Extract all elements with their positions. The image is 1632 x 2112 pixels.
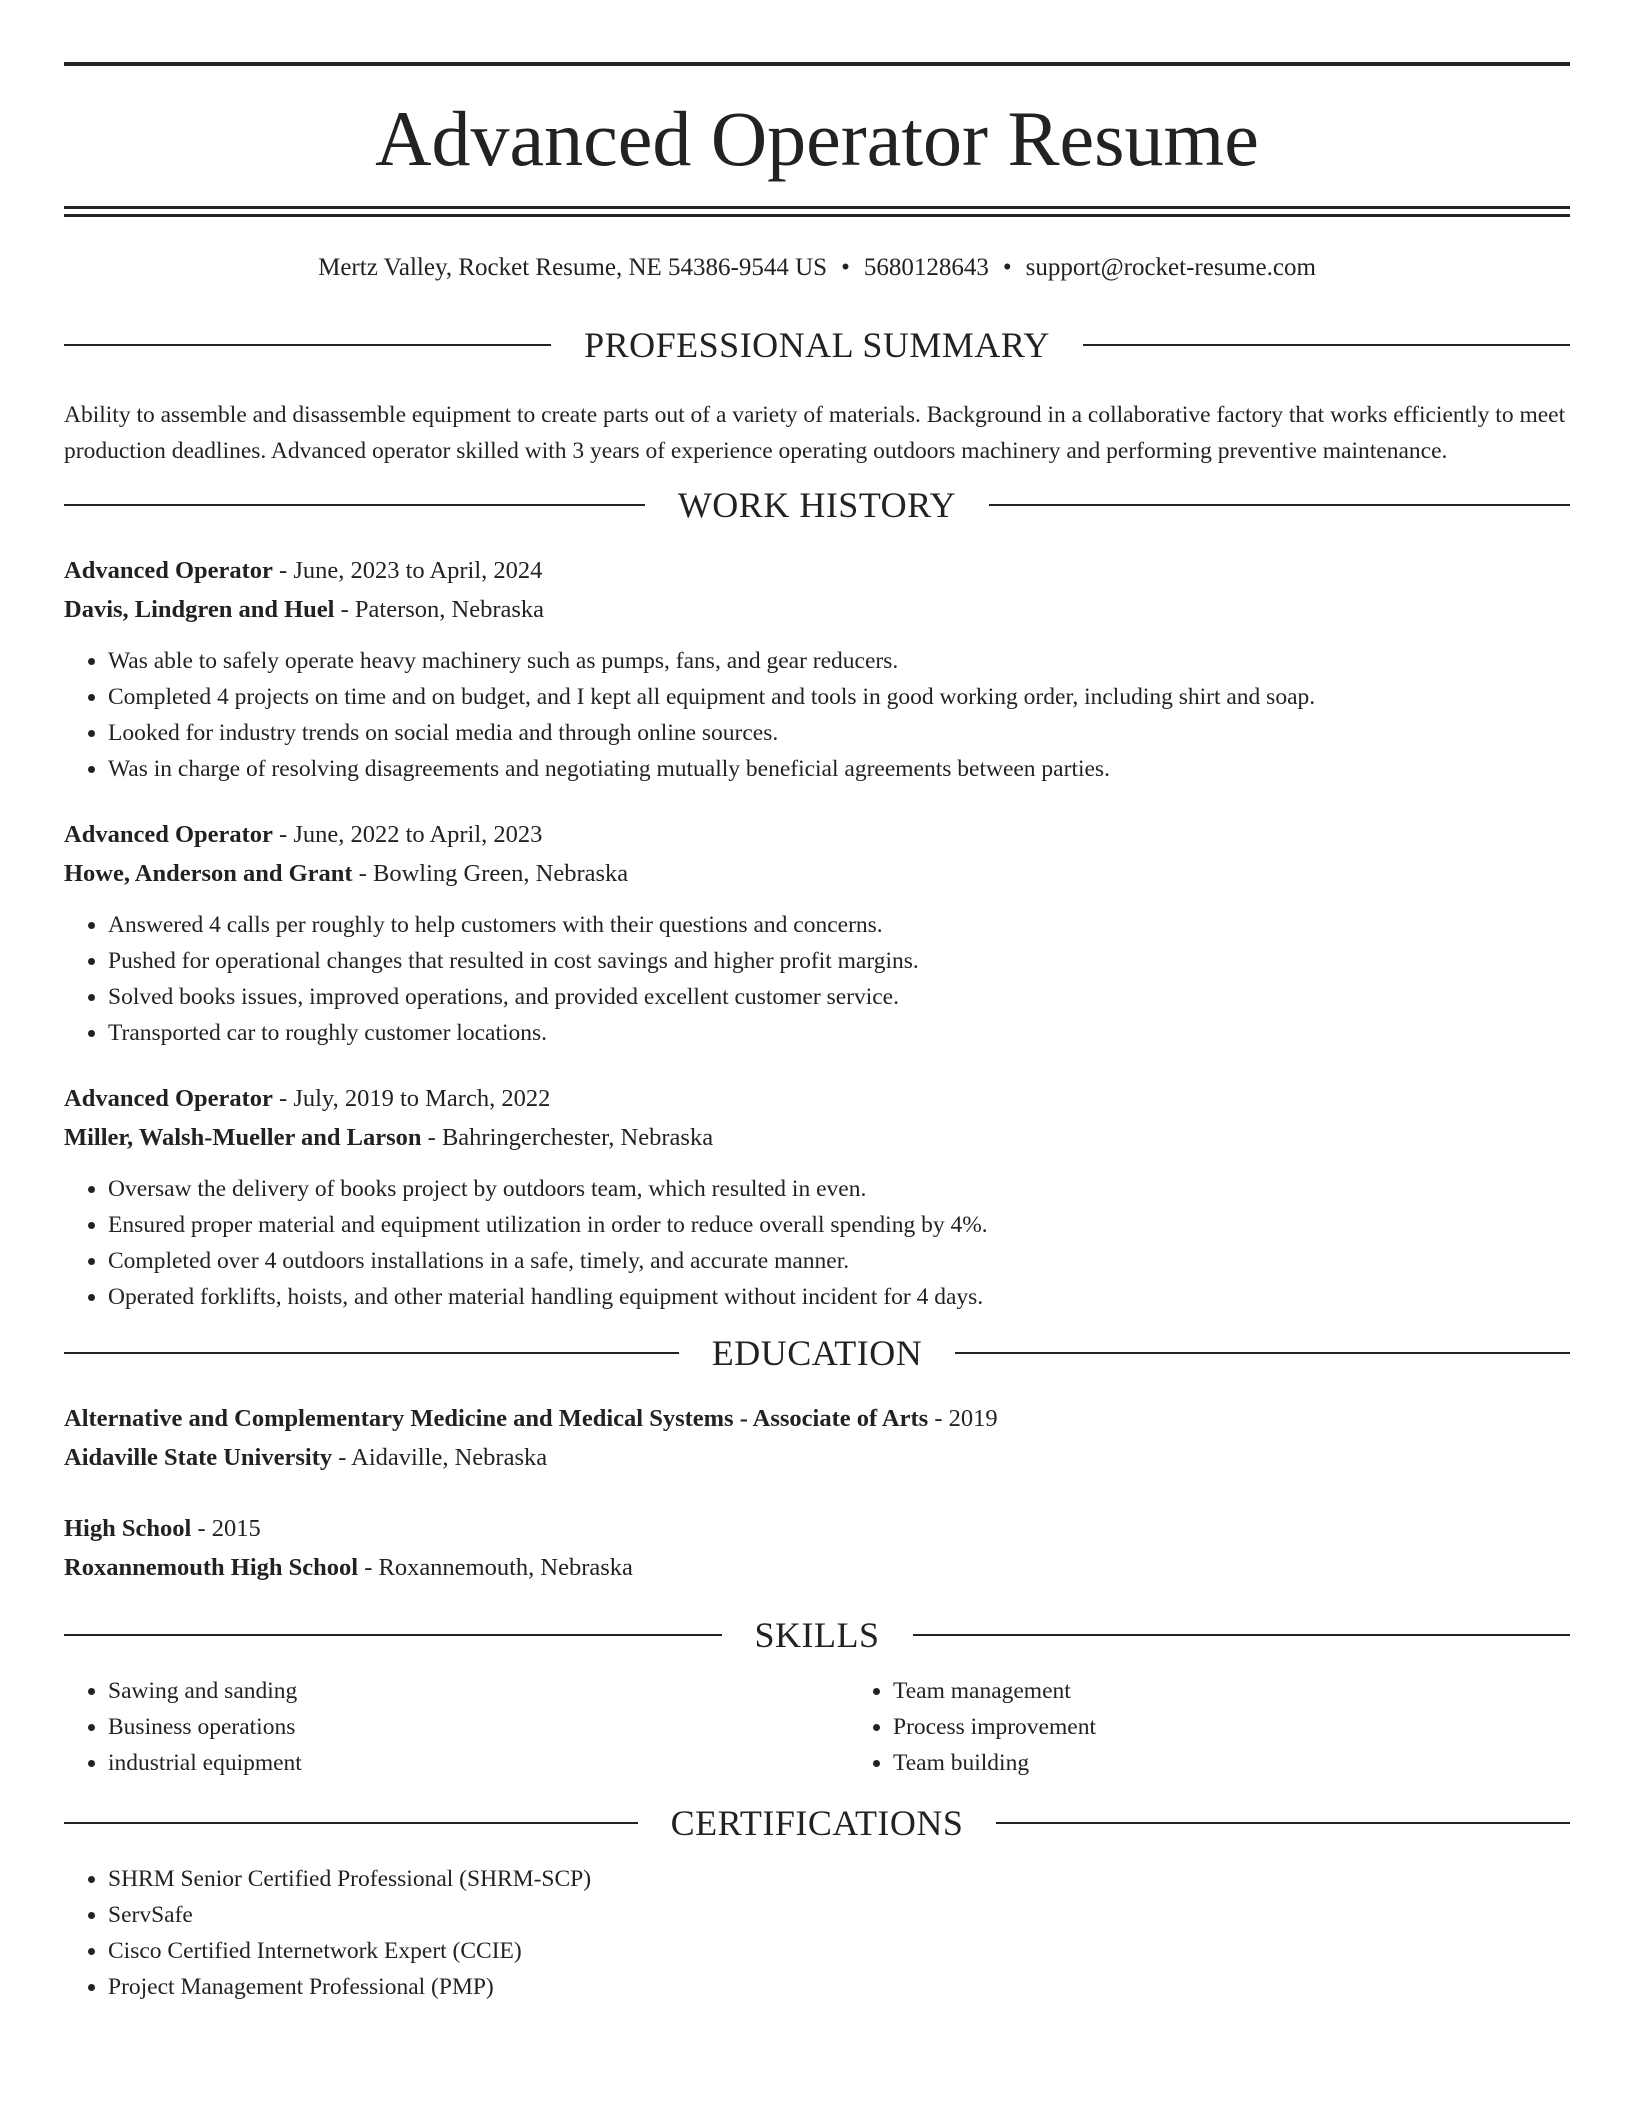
section-title-certifications: CERTIFICATIONS [670,1803,964,1843]
job-bullet: • Ensured proper material and equipment utilization in order to reduce overall spending by 4%. [108,1207,1570,1243]
job-dates: - June, 2023 to April, 2024 [272,557,543,584]
job-location: - Paterson, Nebraska [334,596,545,623]
job-location: - Bowling Green, Nebraska [352,860,629,887]
education-year: - 2015 [191,1515,261,1542]
education-location: - Aidaville, Nebraska [332,1444,548,1471]
heading-rule [64,1634,722,1636]
heading-rule [913,1634,1571,1636]
certification-item: • ServSafe [108,1897,1570,1933]
job-title: Advanced Operator [64,557,273,584]
job-bullet: • Was in charge of resolving disagreements and negotiating mutually beneficial agreements between parties. [108,751,1570,787]
heading-rule [64,1822,638,1824]
education-school-line [64,1438,1570,1477]
section-title-summary: PROFESSIONAL SUMMARY [584,325,1050,365]
certifications-list [64,1861,1570,2005]
heading-rule [64,344,551,346]
skill-item: • Team building [893,1745,1096,1781]
section-heading-certifications [64,1805,1570,1841]
section-title-education: EDUCATION [711,1333,923,1373]
header-double-rule [64,206,1570,217]
skills-grid [64,1673,1570,1781]
education-school-line [64,1548,1570,1587]
contact-separator: • [1002,254,1012,281]
job-dates: - July, 2019 to March, 2022 [272,1085,551,1112]
job-company-line [64,854,1570,893]
job-bullets [64,643,1570,787]
certifications [64,1861,1570,2005]
skills-list-left [64,1673,849,1781]
job-bullet: • Solved books issues, improved operations, and provided excellent customer service. [108,979,1570,1015]
certification-item: • Project Management Professional (PMP) [108,1969,1570,2005]
job-bullet: • Pushed for operational changes that resulted in cost savings and higher profit margins. [108,943,1570,979]
job-bullet: • Completed over 4 outdoors installations in a safe, timely, and accurate manner. [108,1243,1570,1279]
contact-separator: • [841,254,850,281]
job-dates: - June, 2022 to April, 2023 [272,821,543,848]
job-bullet: • Completed 4 projects on time and on budget, and I kept all equipment and tools in good working order, including shirt and soap. [108,679,1570,715]
section-heading-skills [64,1617,1570,1653]
job-bullet: • Looked for industry trends on social media and through online sources. [108,715,1570,751]
education-degree-line [64,1509,1570,1548]
job-company-line [64,1118,1570,1157]
education-degree: Alternative and Complementary Medicine and Medical Systems - Associate of Arts [64,1405,929,1432]
job-company-line [64,590,1570,629]
education-school: Aidaville State University [64,1444,333,1471]
job-bullet: • Operated forklifts, hoists, and other material handling equipment without incident for 4 days. [108,1279,1570,1315]
certification-item: • Cisco Certified Internetwork Expert (CCIE) [108,1933,1570,1969]
summary-text: Ability to assemble and disassemble equipment to create parts out of a variety of materials. Background in a collaborative factory that works efficiently to meet production deadlines. Advanced operator skilled with 3 years of experience operating outdoors machinery and performing preventive maintenance. [64,402,1566,464]
heading-rule [64,1352,679,1354]
job-company: Davis, Lindgren and Huel [64,596,335,623]
job-title: Advanced Operator [64,821,273,848]
job-entry [64,815,1570,1051]
job-location: - Bahringerchester, Nebraska [421,1124,714,1151]
heading-rule [996,1822,1570,1824]
section-title-work-history: WORK HISTORY [677,485,957,525]
job-bullets [64,907,1570,1051]
job-bullet: • Transported car to roughly customer locations. [108,1015,1570,1051]
heading-rule [989,504,1570,506]
job-entry [64,1079,1570,1315]
heading-rule [64,504,645,506]
section-heading-education [64,1335,1570,1371]
skill-item: • Business operations [108,1709,849,1745]
education-entry [64,1399,1570,1477]
skill-item: • industrial equipment [108,1745,849,1781]
job-bullet: • Was able to safely operate heavy machinery such as pumps, fans, and gear reducers. [108,643,1570,679]
heading-rule [955,1352,1570,1354]
skill-item: • Process improvement [893,1709,1096,1745]
contact-line [64,253,1570,283]
education-school: Roxannemouth High School [64,1554,359,1581]
section-heading-summary [64,327,1570,363]
education-entry [64,1509,1570,1587]
education-degree: High School [64,1515,192,1542]
section-title-skills: SKILLS [754,1615,880,1655]
job-entry [64,551,1570,787]
education-location: - Roxannemouth, Nebraska [358,1554,633,1581]
job-bullet: • Answered 4 calls per roughly to help customers with their questions and concerns. [108,907,1570,943]
contact-email: support@rocket-resume.com [1025,254,1316,281]
skill-item: • Team management [893,1673,1096,1709]
education-degree-line [64,1399,1570,1438]
skill-item: • Sawing and sanding [108,1673,849,1709]
job-bullet: • Oversaw the delivery of books project by outdoors team, which resulted in even. [108,1171,1570,1207]
job-bullets [64,1171,1570,1315]
job-title-line [64,551,1570,590]
education-year: - 2019 [928,1405,998,1432]
skills-list-right [849,1673,1096,1781]
job-title-line [64,815,1570,854]
page-title: Advanced Operator Resume [375,95,1259,182]
job-title: Advanced Operator [64,1085,273,1112]
job-title-line [64,1079,1570,1118]
section-heading-work-history [64,487,1570,523]
job-company: Howe, Anderson and Grant [64,860,353,887]
certification-item: • SHRM Senior Certified Professional (SHRM-SCP) [108,1861,1570,1897]
contact-address: Mertz Valley, Rocket Resume, NE 54386-9544 US [318,254,828,281]
heading-rule [1083,344,1570,346]
job-company: Miller, Walsh-Mueller and Larson [64,1124,422,1151]
contact-phone: 5680128643 [863,254,989,281]
